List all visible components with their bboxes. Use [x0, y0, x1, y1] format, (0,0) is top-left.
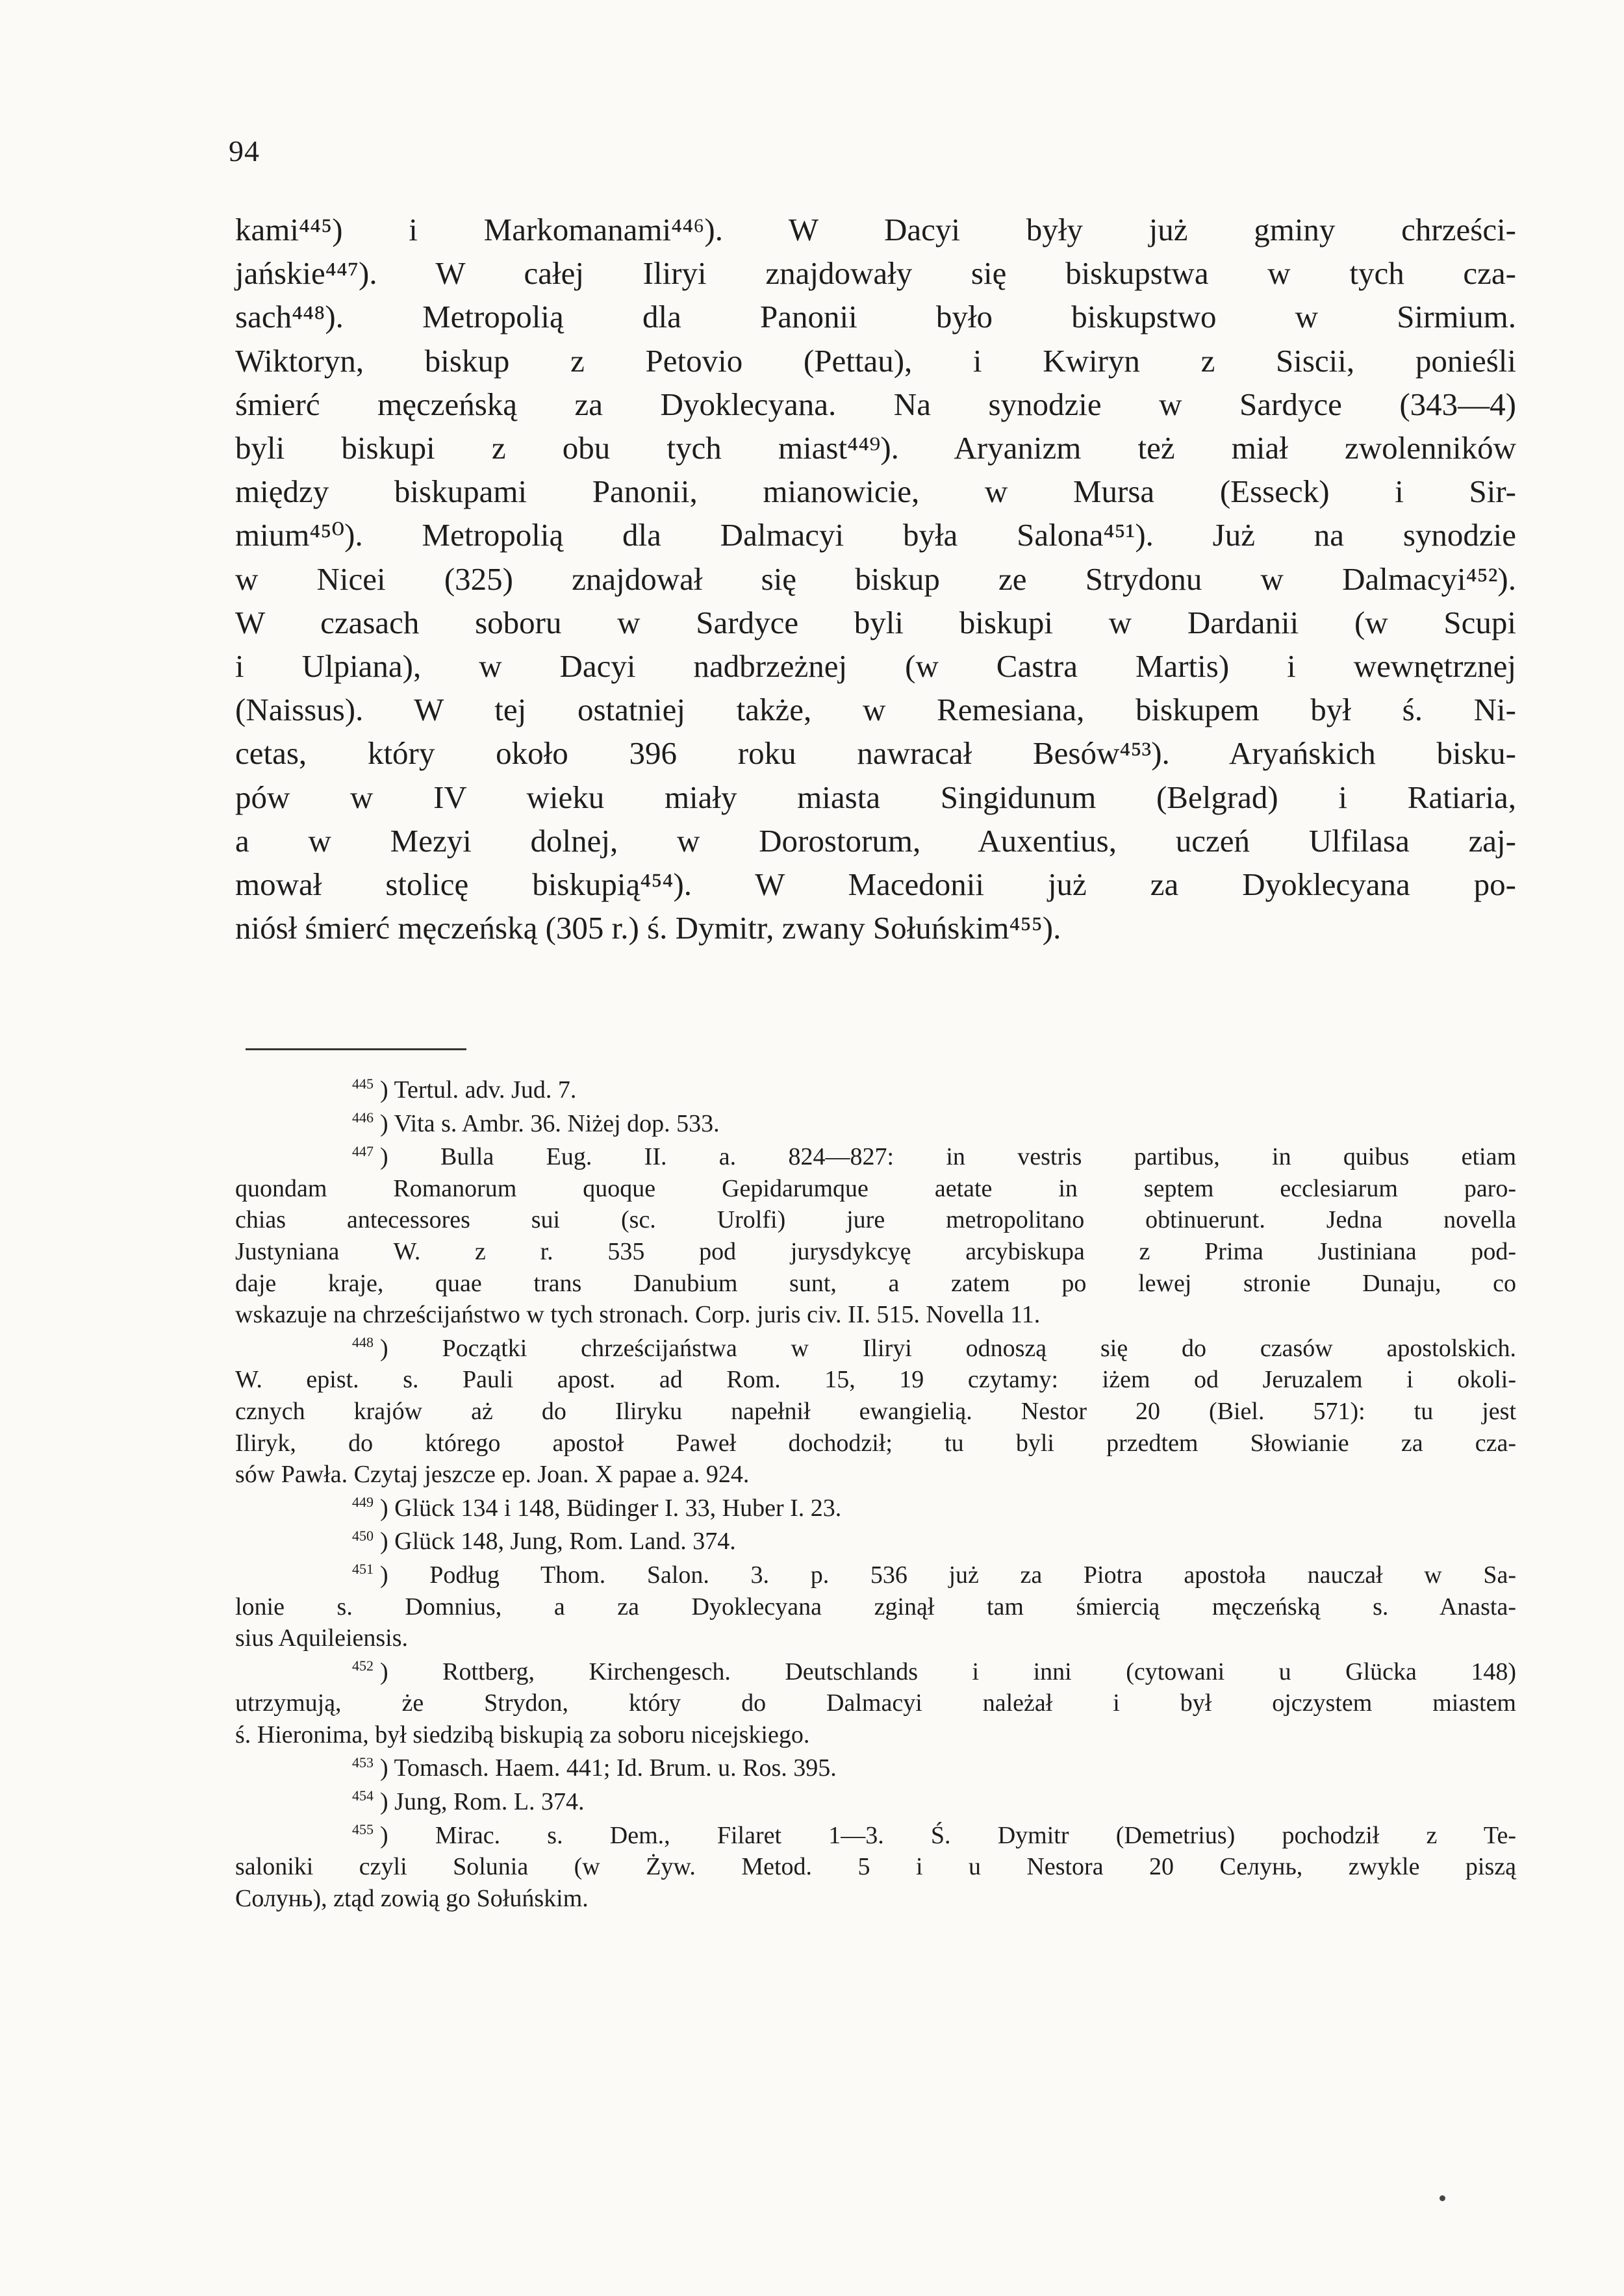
text-line: między biskupami Panonii, mianowicie, w Mursa (Esseck) i Sir-	[235, 473, 1516, 510]
footnote-line: Tertul. adv. Jud. 7.	[394, 1076, 577, 1104]
footnote-marker-paren: )	[380, 1658, 443, 1685]
text-line: (Naissus). W tej ostatniej także, w Remesiana, biskupem był ś. Ni-	[235, 692, 1516, 728]
footnote-marker-paren: )	[380, 1788, 395, 1816]
footnote-line: quondam Romanorum quoque Gepidarumque aetate in septem ecclesiarum paro-	[235, 1174, 1516, 1202]
text-line: pów w IV wieku miały miasta Singidunum (Belgrad) i Ratiaria,	[235, 779, 1516, 815]
footnote-line: Jung, Rom. L. 374.	[394, 1788, 585, 1816]
footnote-line: sius Aquileiensis.	[235, 1624, 409, 1652]
footnote-line: daje kraje, quae trans Danubium sunt, a zatem po lewej stronie Dunaju, co	[235, 1269, 1516, 1297]
footnote	[235, 1786, 1516, 1818]
footnote-line: Justyniana W. z r. 535 pod jurysdykcyę arcybiskupa z Prima Justiniana pod-	[235, 1237, 1516, 1265]
footnote-line: saloniki czyli Solunia (w Żyw. Metod. 5 i u Nestora 20 Селунь, zwykle piszą	[235, 1853, 1516, 1881]
footnote-marker-paren: )	[380, 1561, 430, 1589]
footnote-marker-paren: )	[380, 1076, 394, 1104]
footnote	[235, 1333, 1516, 1491]
footnote-marker-paren: )	[380, 1143, 440, 1171]
footnote	[235, 1820, 1516, 1915]
footnote-line: chias antecessores sui (sc. Urolfi) jure metropolitano obtinuerunt. Jedna novella	[235, 1206, 1516, 1234]
text-line: mował stolicę biskupią⁴⁵⁴). W Macedonii już za Dyoklecyana po-	[235, 866, 1516, 903]
text-line: sach⁴⁴⁸). Metropolią dla Panonii było biskupstwo w Sirmium.	[235, 299, 1516, 335]
text-line: niósł śmierć męczeńską (305 r.) ś. Dymitr, zwany Sołuńskim⁴⁵⁵).	[235, 910, 1061, 946]
footnote-line: Podług Thom. Salon. 3. p. 536 już za Piotra apostoła nauczał w Sa-	[429, 1561, 1516, 1589]
footnote	[235, 1141, 1516, 1331]
footnote-line: Vita s. Ambr. 36. Niżej dop. 533.	[394, 1109, 720, 1137]
page-number: 94	[229, 134, 260, 168]
footnote-marker: 453	[352, 1754, 374, 1771]
text-line: i Ulpiana), w Dacyi nadbrzeżnej (w Castra Martis) i wewnętrznej	[235, 648, 1516, 685]
footnote-line: Rottberg, Kirchengesch. Deutschlands i inni (cytowani u Glücka 148)	[442, 1658, 1516, 1685]
footnote-marker: 449	[352, 1494, 374, 1511]
footnote-marker-paren: )	[380, 1494, 395, 1522]
footnote-marker: 452	[352, 1658, 374, 1674]
footnote-marker: 451	[352, 1561, 374, 1578]
footnote-marker: 455	[352, 1821, 374, 1837]
footnote-marker: 447	[352, 1142, 374, 1159]
footnote	[235, 1526, 1516, 1558]
footnote-line: Iliryk, do którego apostoł Paweł dochodził; tu byli przedtem Słowianie za cza-	[235, 1429, 1516, 1457]
text-line: byli biskupi z obu tych miast⁴⁴⁹). Aryanizm też miał zwolenników	[235, 430, 1516, 466]
footnote-line: lonie s. Domnius, a za Dyoklecyana zginął tam śmiercią męczeńską s. Anasta-	[235, 1593, 1516, 1621]
footnote-line: ś. Hieronima, był siedzibą biskupią za soboru nicejskiego.	[235, 1721, 810, 1748]
footnote-marker: 450	[352, 1527, 374, 1544]
footnote-line: Glück 148, Jung, Rom. Land. 374.	[394, 1528, 736, 1556]
footnote-line: Солунь), ztąd zowią go Sołuńskim.	[235, 1884, 589, 1912]
text-line: cetas, który około 396 roku nawracał Besów⁴⁵³). Aryańskich bisku-	[235, 735, 1516, 772]
text-line: śmierć męczeńską za Dyoklecyana. Na synodzie w Sardyce (343—4)	[235, 386, 1516, 422]
footnote-line: W. epist. s. Pauli apost. ad Rom. 15, 19 czytamy: iżem od Jeruzalem i okoli-	[235, 1366, 1516, 1394]
text-line: W czasach soboru w Sardyce byli biskupi w Dardanii (w Scupi	[235, 604, 1516, 640]
footnote-marker: 446	[352, 1109, 374, 1126]
main-text	[235, 208, 1516, 950]
footnote-line: wskazuje na chrześcijaństwo w tych stronach. Corp. juris civ. II. 515. Novella 11.	[235, 1301, 1041, 1329]
text-line: Wiktoryn, biskup z Petovio (Pettau), i Kwiryn z Siscii, ponieśli	[235, 342, 1516, 379]
footnote-line: Glück 134 i 148, Büdinger I. 33, Huber I. 23.	[394, 1494, 842, 1522]
text-line: mium⁴⁵⁰). Metropolią dla Dalmacyi była Salona⁴⁵¹). Już na synodzie	[235, 517, 1516, 553]
footnote	[235, 1559, 1516, 1654]
footnote-line: cznych krajów aż do Iliryku napełnił ewangielią. Nestor 20 (Biel. 571): tu jest	[235, 1397, 1516, 1425]
footnote-line: utrzymują, że Strydon, który do Dalmacyi należał i był ojczystem miastem	[235, 1689, 1516, 1717]
text-line: jańskie⁴⁴⁷). W całej Iliryi znajdowały się biskupstwa w tych cza-	[235, 255, 1516, 292]
footnote-line: Bulla Eug. II. a. 824—827: in vestris partibus, in quibus etiam	[440, 1143, 1516, 1171]
footnote-marker-paren: )	[380, 1109, 394, 1137]
text-line: w Nicei (325) znajdował się biskup ze Strydonu w Dalmacyi⁴⁵²).	[235, 561, 1516, 597]
footnote-marker-paren: )	[380, 1754, 394, 1782]
footnote	[235, 1074, 1516, 1106]
footnote-line: Początki chrześcijaństwa w Iliryi odnoszą się do czasów apostolskich.	[442, 1334, 1517, 1362]
footnote-marker-paren: )	[380, 1528, 395, 1556]
footnote-line: Tomasch. Haem. 441; Id. Brum. u. Ros. 395.	[394, 1754, 837, 1782]
footnote-marker-paren: )	[380, 1821, 435, 1849]
footnote	[235, 1656, 1516, 1751]
footnotes	[235, 1074, 1516, 1916]
footnote-marker: 448	[352, 1334, 374, 1351]
footnote-line: Mirac. s. Dem., Filaret 1—3. Ś. Dymitr (Demetrius) pochodził z Te-	[435, 1821, 1516, 1849]
footnote-marker-paren: )	[380, 1334, 442, 1362]
footnote-marker: 445	[352, 1076, 374, 1092]
footnote-line: sów Pawła. Czytaj jeszcze ep. Joan. X papae a. 924.	[235, 1461, 750, 1489]
footnote-separator	[246, 1048, 466, 1050]
footnote	[235, 1493, 1516, 1524]
text-line: kami⁴⁴⁵) i Markomanami⁴⁴⁶). W Dacyi były już gminy chrześci-	[235, 212, 1516, 247]
footnote-marker: 454	[352, 1787, 374, 1804]
print-mark	[1440, 2195, 1445, 2201]
footnote	[235, 1108, 1516, 1140]
footnote	[235, 1752, 1516, 1784]
text-line: a w Mezyi dolnej, w Dorostorum, Auxentius, uczeń Ulfilasa zaj-	[235, 822, 1516, 859]
